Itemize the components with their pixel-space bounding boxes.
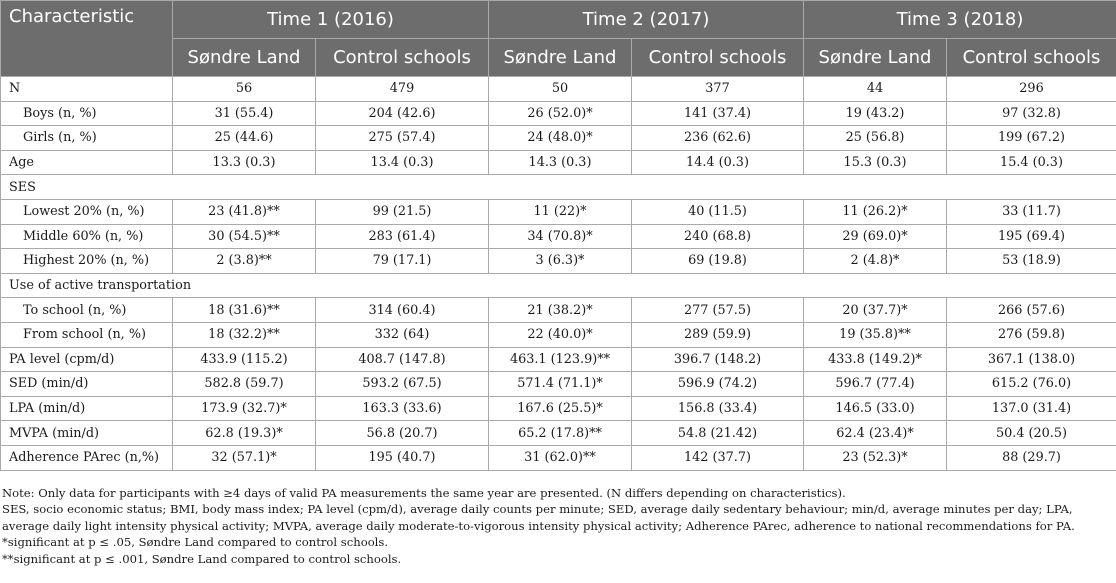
header-time-1: Time 1 (2016) (173, 1, 489, 39)
table-row (1, 298, 1116, 323)
table-cell: 29 (69.0)* (804, 224, 947, 249)
table-cell: 40 (11.5) (632, 199, 804, 224)
row-label: Adherence PArec (n,%) (1, 445, 173, 470)
table-cell: 204 (42.6) (316, 101, 489, 126)
table-cell: 21 (38.2)* (489, 298, 632, 323)
row-label: To school (n, %) (1, 298, 173, 323)
table-cell: 31 (55.4) (173, 101, 316, 126)
table-cell: 15.3 (0.3) (804, 150, 947, 175)
table-cell: 195 (69.4) (947, 224, 1116, 249)
table-cell: 23 (41.8)** (173, 199, 316, 224)
table-cell: 275 (57.4) (316, 126, 489, 151)
table-cell: 582.8 (59.7) (173, 372, 316, 397)
table-body (1, 77, 1116, 471)
table-row (1, 445, 1116, 470)
table-cell: 53 (18.9) (947, 249, 1116, 274)
header-control-t1: Control schools (316, 39, 489, 77)
table-cell: 44 (804, 77, 947, 102)
table-cell: 332 (64) (316, 322, 489, 347)
note-significance-2: **significant at p ≤ .001, Søndre Land compared to control schools. (2, 551, 402, 566)
table-cell: 32 (57.1)* (173, 445, 316, 470)
table-cell: 156.8 (33.4) (632, 396, 804, 421)
note-main: Note: Only data for participants with ≥4 days of valid PA measurements the same year are presented. (N differs depending on characteristics). (2, 486, 846, 500)
table-cell: 20 (37.7)* (804, 298, 947, 323)
table-cell: 34 (70.8)* (489, 224, 632, 249)
table-row (1, 199, 1116, 224)
table-cell: 195 (40.7) (316, 445, 489, 470)
row-label: Lowest 20% (n, %) (1, 199, 173, 224)
header-control-t3: Control schools (947, 39, 1116, 77)
table-cell: 283 (61.4) (316, 224, 489, 249)
table-cell: 2 (4.8)* (804, 249, 947, 274)
table-row (1, 175, 1116, 200)
table-row (1, 150, 1116, 175)
header-control-t2: Control schools (632, 39, 804, 77)
table-cell: 33 (11.7) (947, 199, 1116, 224)
table-row (1, 77, 1116, 102)
table-cell: 2 (3.8)** (173, 249, 316, 274)
table-cell: 54.8 (21.42) (632, 421, 804, 446)
table-cell: 433.8 (149.2)* (804, 347, 947, 372)
note-significance-1: *significant at p ≤ .05, Søndre Land compared to control schools. (2, 535, 389, 550)
table-row (1, 421, 1116, 446)
table-notes (2, 485, 1114, 567)
table-cell: 50 (489, 77, 632, 102)
row-label: MVPA (min/d) (1, 421, 173, 446)
header-characteristic: Characteristic (1, 1, 173, 77)
table-cell: 173.9 (32.7)* (173, 396, 316, 421)
table-row (1, 372, 1116, 397)
table-cell: 15.4 (0.3) (947, 150, 1116, 175)
table-cell: 479 (316, 77, 489, 102)
table-cell: 25 (44.6) (173, 126, 316, 151)
table-cell: 14.4 (0.3) (632, 150, 804, 175)
table-cell: 146.5 (33.0) (804, 396, 947, 421)
table-row (1, 396, 1116, 421)
table-cell: 615.2 (76.0) (947, 372, 1116, 397)
row-label: Middle 60% (n, %) (1, 224, 173, 249)
row-label: Highest 20% (n, %) (1, 249, 173, 274)
table-cell: 314 (60.4) (316, 298, 489, 323)
table-cell: 13.3 (0.3) (173, 150, 316, 175)
table-cell: 199 (67.2) (947, 126, 1116, 151)
table-cell: 266 (57.6) (947, 298, 1116, 323)
header-row-time (1, 1, 1116, 39)
table-cell: 289 (59.9) (632, 322, 804, 347)
table-cell: 433.9 (115.2) (173, 347, 316, 372)
table-cell: 142 (37.7) (632, 445, 804, 470)
table-cell: 367.1 (138.0) (947, 347, 1116, 372)
row-label: Girls (n, %) (1, 126, 173, 151)
table-cell: 24 (48.0)* (489, 126, 632, 151)
table-cell: 137.0 (31.4) (947, 396, 1116, 421)
table-cell: 56 (173, 77, 316, 102)
table-cell: 377 (632, 77, 804, 102)
table-cell: 408.7 (147.8) (316, 347, 489, 372)
header-time-3: Time 3 (2018) (804, 1, 1116, 39)
table-cell: 88 (29.7) (947, 445, 1116, 470)
table-cell: 62.4 (23.4)* (804, 421, 947, 446)
table-row (1, 347, 1116, 372)
table-row (1, 126, 1116, 151)
row-label: Age (1, 150, 173, 175)
table-cell: 31 (62.0)** (489, 445, 632, 470)
table-cell: 277 (57.5) (632, 298, 804, 323)
table-cell: 50.4 (20.5) (947, 421, 1116, 446)
table-cell: 571.4 (71.1)* (489, 372, 632, 397)
note-abbreviations: SES, socio economic status; BMI, body mass index; PA level (cpm/d), average daily counts per minute; SED, average daily sedentary behaviour; min/d, average minutes per day; LPA, average daily light intensity physical activity; MVPA, average daily moderate-to-vigorous intensity physical activity; Adherence PArec, adherence to national recommendations for PA. (2, 502, 1075, 533)
table-cell: 19 (43.2) (804, 101, 947, 126)
row-label: Use of active transportation (1, 273, 1116, 298)
header-sondre-land-t2: Søndre Land (489, 39, 632, 77)
table-row (1, 101, 1116, 126)
row-label: LPA (min/d) (1, 396, 173, 421)
table-cell: 236 (62.6) (632, 126, 804, 151)
table-cell: 30 (54.5)** (173, 224, 316, 249)
table-row (1, 224, 1116, 249)
table-row (1, 273, 1116, 298)
row-label: SES (1, 175, 1116, 200)
table-cell: 69 (19.8) (632, 249, 804, 274)
table-cell: 19 (35.8)** (804, 322, 947, 347)
header-sondre-land-t1: Søndre Land (173, 39, 316, 77)
table-row (1, 322, 1116, 347)
row-label: SED (min/d) (1, 372, 173, 397)
table-cell: 79 (17.1) (316, 249, 489, 274)
row-label: Boys (n, %) (1, 101, 173, 126)
table-cell: 276 (59.8) (947, 322, 1116, 347)
table-cell: 593.2 (67.5) (316, 372, 489, 397)
table-cell: 22 (40.0)* (489, 322, 632, 347)
table-cell: 167.6 (25.5)* (489, 396, 632, 421)
table-cell: 13.4 (0.3) (316, 150, 489, 175)
row-label: PA level (cpm/d) (1, 347, 173, 372)
table-cell: 463.1 (123.9)** (489, 347, 632, 372)
row-label: From school (n, %) (1, 322, 173, 347)
header-time-2: Time 2 (2017) (489, 1, 804, 39)
table-cell: 23 (52.3)* (804, 445, 947, 470)
table-cell: 25 (56.8) (804, 126, 947, 151)
table-cell: 3 (6.3)* (489, 249, 632, 274)
table-cell: 56.8 (20.7) (316, 421, 489, 446)
table-row (1, 249, 1116, 274)
table-cell: 11 (26.2)* (804, 199, 947, 224)
table-cell: 26 (52.0)* (489, 101, 632, 126)
table-cell: 11 (22)* (489, 199, 632, 224)
row-label: N (1, 77, 173, 102)
table-cell: 240 (68.8) (632, 224, 804, 249)
table-cell: 65.2 (17.8)** (489, 421, 632, 446)
table-cell: 163.3 (33.6) (316, 396, 489, 421)
table-cell: 14.3 (0.3) (489, 150, 632, 175)
table-cell: 596.9 (74.2) (632, 372, 804, 397)
table-cell: 596.7 (77.4) (804, 372, 947, 397)
table-cell: 62.8 (19.3)* (173, 421, 316, 446)
table-cell: 18 (31.6)** (173, 298, 316, 323)
table-cell: 141 (37.4) (632, 101, 804, 126)
table-cell: 99 (21.5) (316, 199, 489, 224)
table-cell: 296 (947, 77, 1116, 102)
header-sondre-land-t3: Søndre Land (804, 39, 947, 77)
table-cell: 97 (32.8) (947, 101, 1116, 126)
table-cell: 396.7 (148.2) (632, 347, 804, 372)
table-cell: 18 (32.2)** (173, 322, 316, 347)
